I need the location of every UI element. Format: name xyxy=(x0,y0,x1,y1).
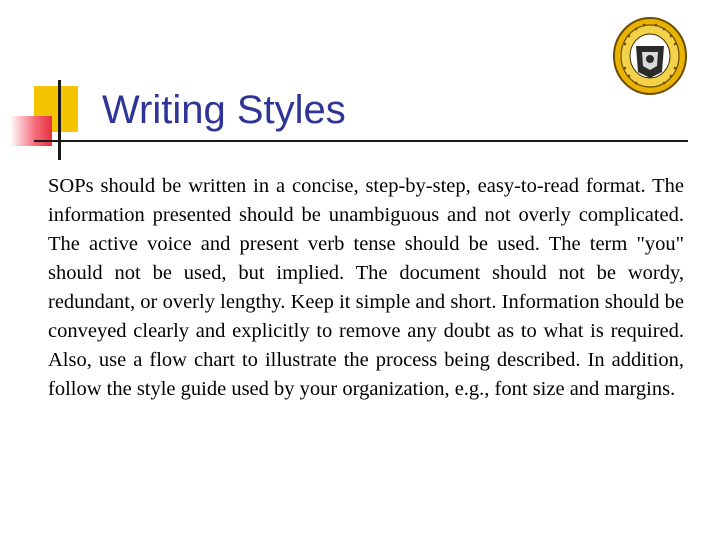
title-vertical-rule xyxy=(58,80,61,160)
university-seal-icon xyxy=(612,16,688,96)
title-horizontal-rule xyxy=(34,140,688,142)
slide-body-text: SOPs should be written in a concise, step-by-step, easy-to-read format. The information presented should be unambiguous and not overly complicated. The active voice and present verb tense should be used. The term "you" should not be used, but implied. The document should not be wordy, redundant, or overly lengthy. Keep it simple and short. Information should be conveyed clearly and explicitly to remove any doubt as to what is required. Also, use a flow chart to illustrate the process being described. In addition, follow the style guide used by your organization, e.g., font size and margins. xyxy=(48,175,684,400)
slide-title: Writing Styles xyxy=(102,88,346,132)
